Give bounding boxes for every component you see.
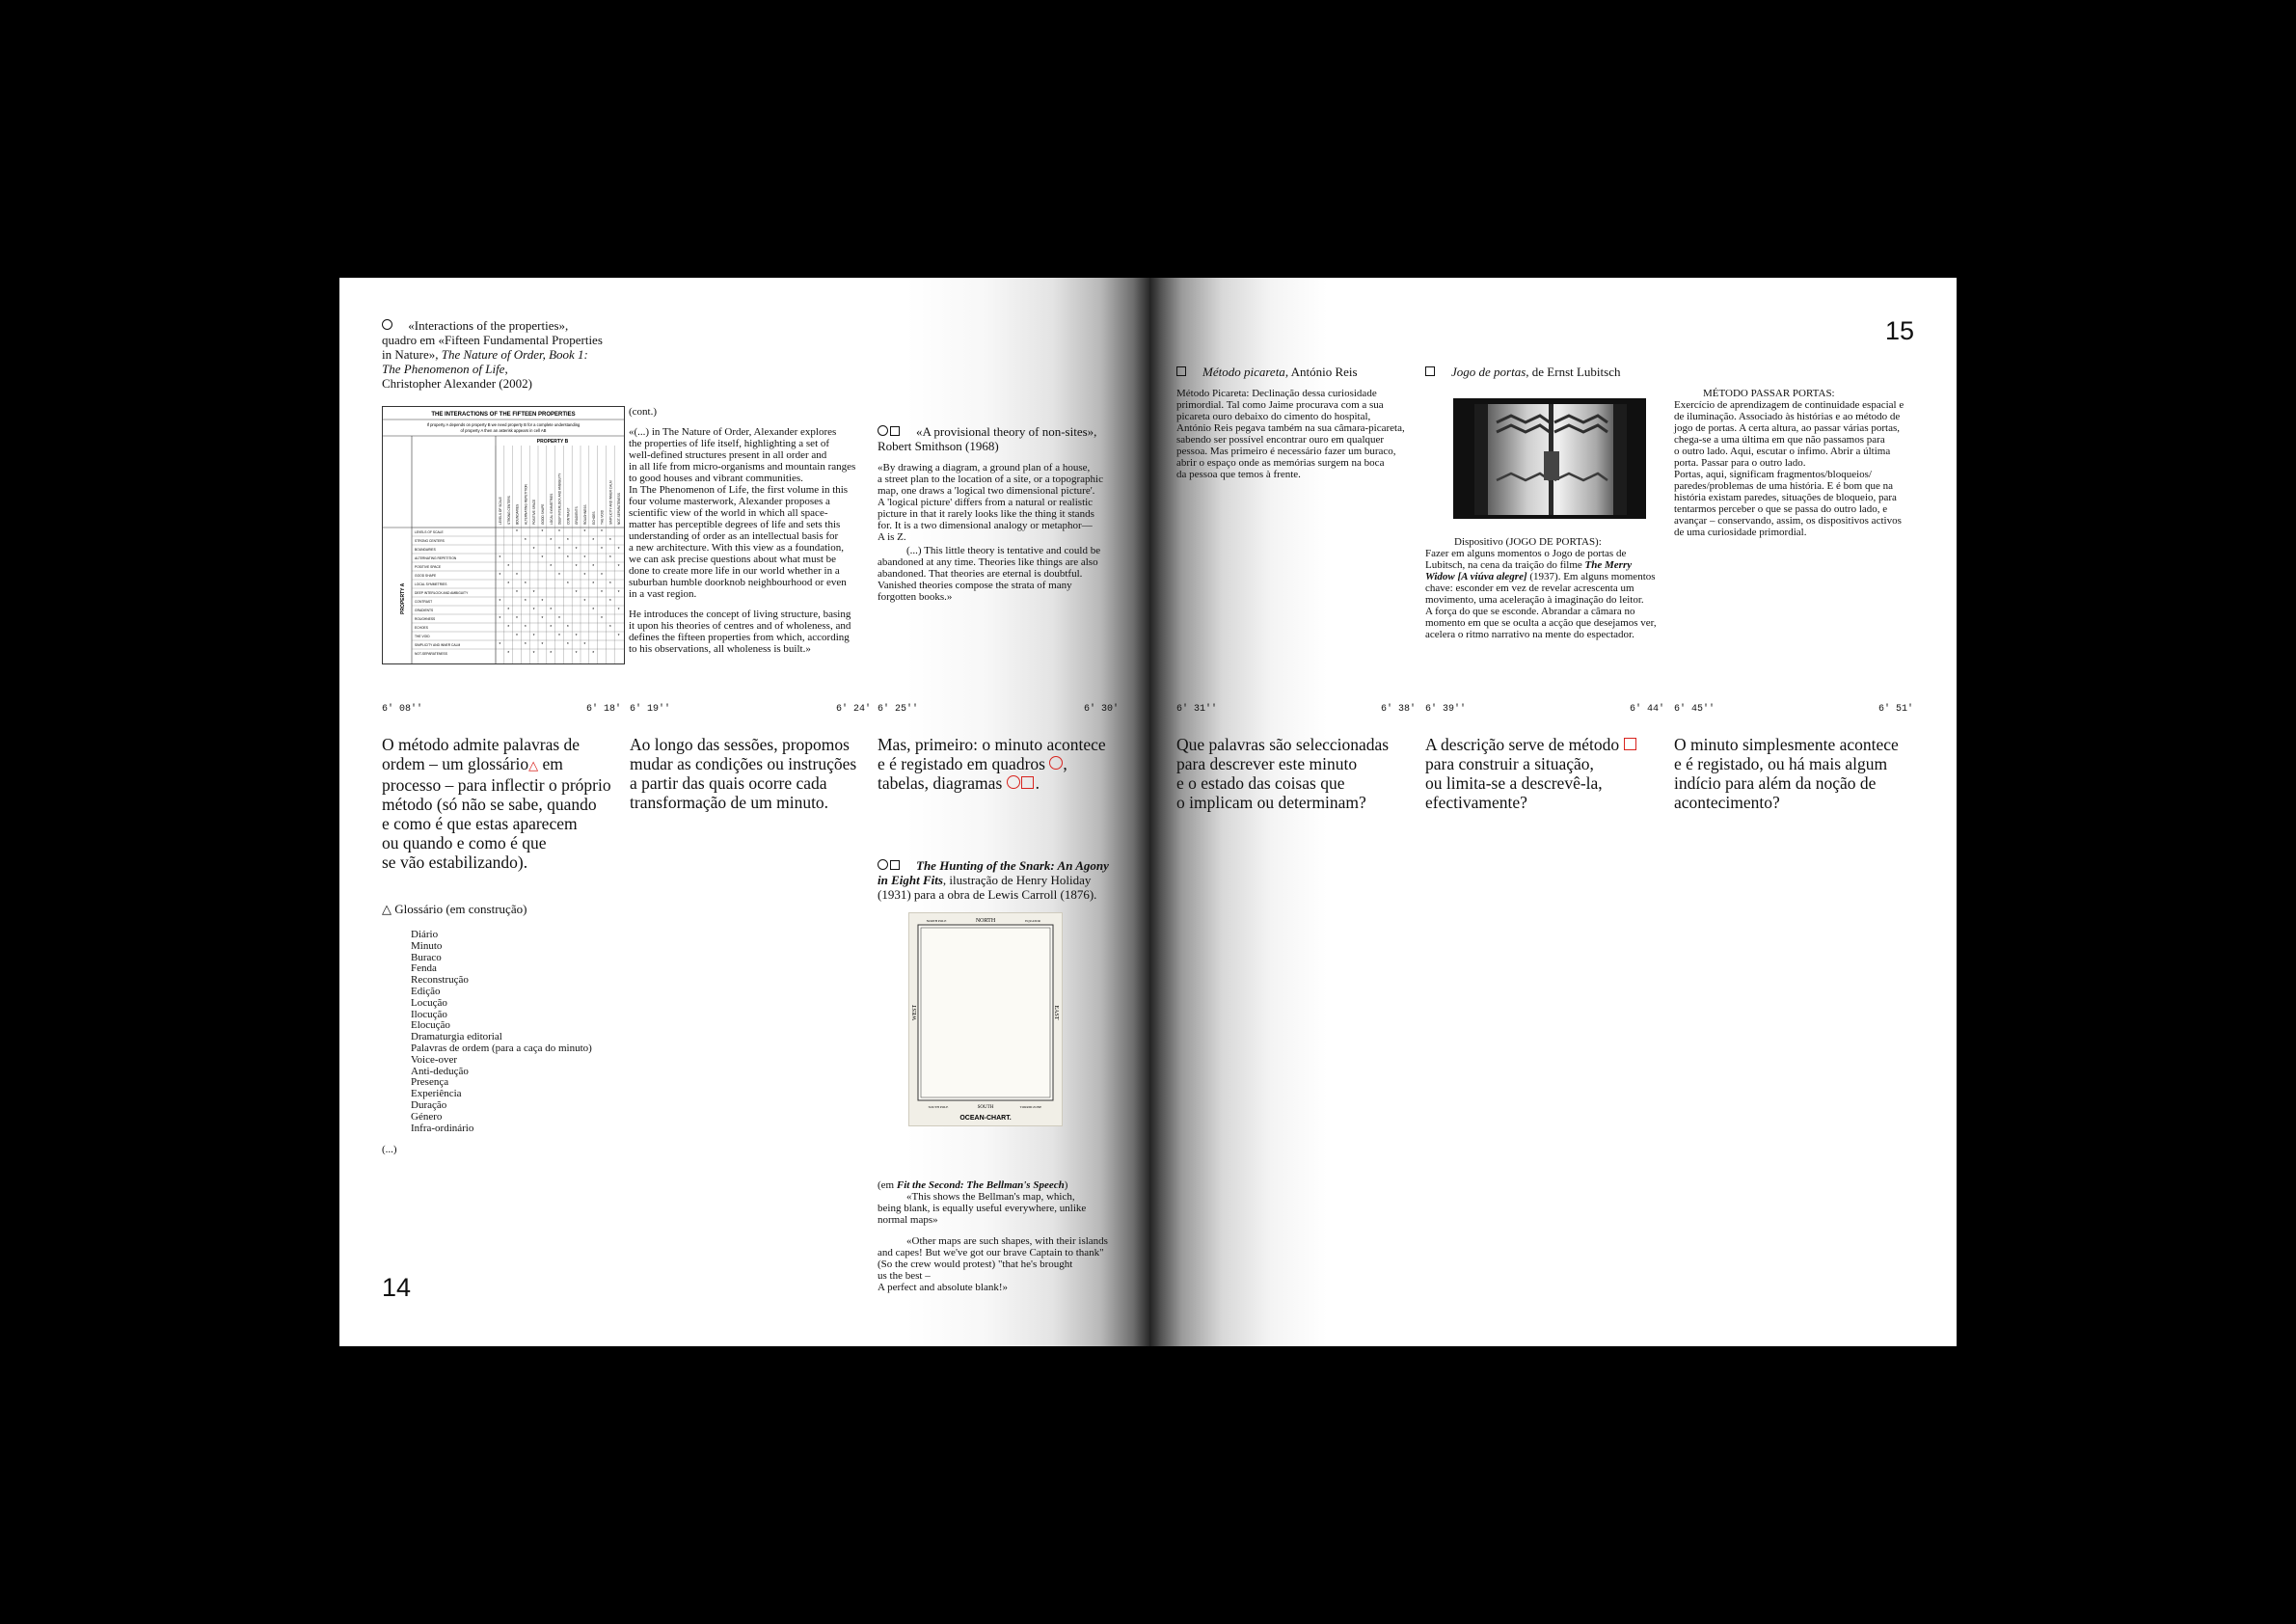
timecode-start: 6' 31'': [1176, 704, 1218, 715]
alexander-quote-p1: «(...) in The Nature of Order, Alexander explores the properties of life itself, highlighting a set of well-defined structures present in all order and in all life from micro-organisms and mountain ranges to good houses and vibrant communities. In The Phenomenon of Life, the first volume in this four volume masterwork, Alexander proposes a scientific view of the world in which all space- matter has perceptible degrees of life and sets this understanding of order as an intellectual basis for a new architecture. With this view as a foundation, we can ask precise questions about what must be done to create more life in our world whether in a suburban humble doorknob neighbourhood or even in a vast region.: [629, 426, 856, 600]
matrix-asterisk: *: [617, 608, 620, 613]
matrix-asterisk: *: [617, 590, 620, 596]
matrix-asterisk: *: [524, 625, 527, 631]
timecode-end: 6' 24': [835, 704, 871, 715]
description-line: A descrição serve de método: [1425, 735, 1620, 754]
matrix-asterisk: *: [499, 616, 501, 622]
matrix-asterisk: *: [601, 529, 603, 535]
matrix-asterisk: *: [583, 529, 586, 535]
matrix-row-label: ALTERNATING REPETITION: [415, 556, 457, 560]
glossary-item: Buraco: [411, 951, 442, 963]
matrix-col-label: STRONG CENTERS: [506, 496, 511, 525]
lubitsch-author: , de Ernst Lubitsch: [1526, 365, 1621, 379]
timecode-end: 6' 38': [1380, 704, 1416, 715]
matrix-col-label: LEVELS OF SCALE: [499, 497, 502, 525]
timecode-end: 6' 18': [585, 704, 621, 715]
matrix-asterisk: *: [583, 642, 586, 648]
smithson-title: «A provisional theory of non-sites»,: [916, 424, 1097, 439]
glossary-item: Presença: [411, 1076, 449, 1089]
matrix-asterisk: *: [516, 634, 518, 639]
matrix-asterisk: *: [550, 538, 553, 544]
matrix-col-label: CONTRAST: [566, 507, 571, 525]
matrix-asterisk: *: [550, 608, 553, 613]
matrix-col-label: NOT-SEPARATENESS: [617, 493, 622, 525]
matrix-row-label: STRONG CENTERS: [415, 539, 445, 543]
matrix-row-label: CONTRAST: [415, 600, 433, 604]
glossary-item: Edição: [411, 985, 441, 997]
matrix-asterisk: *: [507, 582, 510, 587]
map-caption: OCEAN-CHART.: [959, 1115, 1012, 1122]
glossary-item: Anti-dedução: [411, 1065, 469, 1077]
matrix-asterisk: *: [516, 573, 518, 579]
matrix-row-label: DEEP INTERLOCK AND AMBIGUITY: [415, 591, 469, 595]
matrix-property-a: PROPERTY A: [400, 582, 406, 614]
matrix-asterisk: *: [575, 547, 578, 553]
lubitsch-body: [1425, 536, 1666, 640]
snark-title: The Hunting of the Snark: An Agony: [916, 858, 1109, 873]
smithson-quote-p1: «By drawing a diagram, a ground plan of a house, a street plan to the location of a site, or a topographic map, one draws a 'logical two dimensional picture'. A 'logical picture' differs from a natural or realistic picture in that it rarely looks like the thing it stands for. It is a two dimensional analogy or metaphor— A is Z.: [878, 462, 1103, 543]
matrix-asterisk: *: [617, 564, 620, 570]
matrix-asterisk: *: [575, 590, 578, 596]
alexander-quote: [629, 406, 870, 655]
left-page: [339, 278, 1149, 1346]
matrix-row-label: LEVELS OF SCALE: [415, 530, 444, 534]
description-paragraph: [1425, 735, 1671, 812]
reis-author: , António Reis: [1284, 365, 1358, 379]
glossary-title: Glossário (em construção): [394, 902, 527, 916]
timecode-start: 6' 19'': [630, 704, 671, 715]
timecode-left-1: [382, 704, 621, 716]
glossary-item: Infra-ordinário: [411, 1122, 474, 1134]
method-line: ou quando e como é que: [382, 833, 547, 853]
matrix-row-label: THE VOID: [415, 635, 430, 638]
matrix-asterisk: *: [541, 616, 544, 622]
matrix-col-label: SIMPLICITY AND INNER CALM: [608, 480, 613, 525]
glossary-item: Elocução: [411, 1019, 450, 1032]
matrix-asterisk: *: [617, 634, 620, 639]
glossary-item: Locução: [411, 996, 447, 1009]
matrix-asterisk: *: [583, 599, 586, 605]
glossary-item: Ilocução: [411, 1008, 447, 1020]
snark-from: (em: [878, 1179, 897, 1191]
matrix-col-label: ALTERNATING REPETITION: [524, 484, 528, 525]
matrix-asterisk: *: [499, 642, 501, 648]
matrix-asterisk: *: [532, 590, 535, 596]
matrix-col-label: THE VOID: [600, 509, 605, 525]
ocean-chart-svg: [909, 913, 1062, 1125]
matrix-asterisk: *: [499, 573, 501, 579]
sessions-paragraph: Ao longo das sessões, propomos mudar as condições ou instruções a partir das quais ocorre cada transformação de um minuto.: [630, 735, 857, 812]
matrix-asterisk: *: [592, 538, 595, 544]
triangle-icon: △: [528, 758, 539, 772]
properties-matrix-figure: [382, 406, 625, 664]
glossary-item: Minuto: [411, 939, 443, 952]
ocean-chart-image: [908, 912, 1063, 1126]
matrix-asterisk: *: [566, 538, 569, 544]
matrix-asterisk: *: [516, 616, 518, 622]
matrix-asterisk: *: [558, 529, 560, 535]
registration-line: tabelas, diagramas: [878, 773, 1003, 793]
glossary-item: Diário: [411, 929, 439, 940]
matrix-asterisk: *: [566, 555, 569, 561]
matrix-col-label: ROUGHNESS: [583, 504, 587, 525]
map-south: SOUTH: [977, 1105, 994, 1110]
matrix-asterisk: *: [583, 573, 586, 579]
matrix-asterisk: *: [541, 555, 544, 561]
matrix-asterisk: *: [541, 529, 544, 535]
matrix-asterisk: *: [617, 547, 620, 553]
matrix-svg: [383, 407, 624, 663]
matrix-asterisk: *: [524, 599, 527, 605]
registration-line: e é registado em quadros: [878, 754, 1045, 773]
registration-line: Mas, primeiro: o minuto acontece: [878, 735, 1106, 754]
circle-icon: [878, 425, 888, 436]
matrix-asterisk: *: [524, 538, 527, 544]
matrix-asterisk: *: [575, 651, 578, 657]
matrix-col-label: POSITIVE SPACE: [532, 499, 537, 525]
matrix-asterisk: *: [507, 651, 510, 657]
triangle-icon: △: [382, 902, 392, 916]
timecode-end: 6' 44': [1629, 704, 1664, 715]
snark-quotes: [878, 1179, 1128, 1293]
matrix-asterisk: *: [550, 625, 553, 631]
matrix-asterisk: *: [566, 642, 569, 648]
alexander-title: «Interactions of the properties»,: [408, 318, 569, 333]
red-square-icon: [1021, 776, 1034, 789]
film-still-image: [1453, 398, 1646, 519]
matrix-asterisk: *: [499, 555, 501, 561]
red-square-icon: [1624, 738, 1636, 750]
page-number-left: 14: [382, 1273, 412, 1302]
timecode-right-3: [1674, 704, 1913, 716]
matrix-row-label: GOOD SHAPE: [415, 574, 437, 578]
method-line: se vão estabilizando).: [382, 853, 528, 872]
method-line: O método admite palavras de: [382, 735, 581, 754]
matrix-asterisk: *: [592, 651, 595, 657]
matrix-row-label: SIMPLICITY AND INNER CALM: [415, 643, 461, 647]
lubitsch-body-b: (1937). Em alguns momentos chave: esconder em vez de revelar acrescenta um movimento, uma aceleração à imaginação do leitor. A força do que se esconde. Abrandar a câmara no momento em que se oculta a acção que desejamos ver, acelera o ritmo narrativo na mente do espectador.: [1425, 571, 1657, 640]
matrix-asterisk: *: [566, 582, 569, 587]
matrix-col-label: DEEP INTERLOCK AND AMBIGUITY: [557, 473, 562, 525]
matrix-asterisk: *: [608, 599, 611, 605]
matrix-asterisk: *: [592, 582, 595, 587]
method-line: em: [538, 754, 563, 773]
glossary-item: Género: [411, 1110, 443, 1123]
method-line: e como é que estas aparecem: [382, 814, 578, 833]
lubitsch-caption-head: Dispositivo (JOGO DE PORTAS):: [1454, 536, 1602, 548]
description-line: para construir a situação,: [1425, 754, 1594, 773]
snark-quote-1: «This shows the Bellman's map, which, being blank, is equally useful everywhere, unlike normal maps»: [878, 1191, 1087, 1226]
alexander-author: Christopher Alexander (2002): [382, 376, 532, 391]
matrix-col-label: GOOD SHAPE: [541, 503, 545, 525]
right-page: [1149, 278, 1957, 1346]
matrix-asterisk: *: [516, 590, 518, 596]
smithson-block: [878, 424, 1128, 603]
timecode-start: 6' 25'': [878, 704, 919, 715]
reis-title: Método picareta: [1202, 365, 1285, 379]
matrix-asterisk: *: [541, 642, 544, 648]
matrix-asterisk: *: [532, 547, 535, 553]
timecode-left-2: [630, 704, 871, 716]
matrix-col-label: ECHOES: [591, 511, 596, 525]
glossary-ellipsis: (...): [382, 1144, 397, 1156]
method-line: processo – para inflectir o próprio: [382, 775, 611, 795]
registration-paragraph: Mas, primeiro: o minuto acontece e é registado em quadros , tabelas, diagramas .: [878, 735, 1138, 793]
square-icon: [890, 426, 900, 436]
glossary-block: [382, 902, 623, 1155]
lubitsch-title: Jogo de portas: [1451, 365, 1526, 379]
matrix-asterisk: *: [524, 642, 527, 648]
matrix-asterisk: *: [516, 529, 518, 535]
map-west: WEST: [912, 1004, 918, 1021]
page-number-right: 15: [1884, 316, 1914, 345]
glossary-item: Dramaturgia editorial: [411, 1031, 502, 1043]
timecode-end: 6' 30': [1083, 704, 1119, 715]
alexander-line2: quadro em «Fifteen Fundamental Properties: [382, 333, 603, 347]
red-circle-icon: [1049, 756, 1063, 770]
alexander-quote-p2: He introduces the concept of living structure, basing it upon his theories of centres and of wholeness, and defines the fifteen properties from which, according to his observations, all wholeness is built.»: [629, 609, 851, 655]
timecode-start: 6' 08'': [382, 704, 423, 715]
red-circle-icon: [1007, 775, 1020, 789]
matrix-asterisk: *: [524, 582, 527, 587]
matrix-asterisk: *: [532, 651, 535, 657]
matrix-row-label: ECHOES: [415, 626, 428, 630]
alexander-caption: [382, 318, 642, 391]
snark-illustrator: , ilustração de Henry Holiday: [942, 873, 1092, 887]
matrix-asterisk: *: [566, 625, 569, 631]
description-line: ou limita-se a descrevê-la,: [1425, 773, 1603, 793]
matrix-col-label: BOUNDARIES: [515, 503, 520, 525]
glossary-item: Experiência: [411, 1088, 462, 1100]
snark-quote-2: «Other maps are such shapes, with their islands and capes! But we've got our brave Captain to thank" (So the crew would protest) "that he's brought us the best – A perfect and absolute blank!»: [878, 1235, 1108, 1293]
method-line: ordem – um glossário: [382, 754, 529, 773]
matrix-asterisk: *: [608, 625, 611, 631]
matrix-asterisk: *: [507, 564, 510, 570]
matrix-asterisk: *: [575, 634, 578, 639]
matrix-asterisk: *: [608, 538, 611, 544]
matrix-asterisk: *: [558, 573, 560, 579]
square-icon: [890, 860, 900, 870]
map-east: EAST: [1053, 1005, 1059, 1020]
words-paragraph: Que palavras são seleccionadas para descrever este minuto e o estado das coisas que o implicam ou determinam?: [1176, 735, 1390, 812]
cont-label: (cont.): [629, 406, 658, 418]
matrix-asterisk: *: [541, 599, 544, 605]
matrix-asterisk: *: [592, 608, 595, 613]
matrix-asterisk: *: [507, 608, 510, 613]
timecode-left-3: [878, 704, 1119, 716]
glossary-item: Voice-over: [411, 1053, 458, 1066]
matrix-asterisk: *: [558, 634, 560, 639]
square-icon: [1176, 366, 1186, 376]
passar-portas-block: [1674, 388, 1934, 538]
matrix-asterisk: *: [550, 651, 553, 657]
timecode-start: 6' 45'': [1674, 704, 1715, 715]
timecode-right-1: [1176, 704, 1416, 716]
matrix-heading: THE INTERACTIONS OF THE FIFTEEN PROPERTIES: [431, 412, 576, 418]
snark-title-b: in Eight Fits: [878, 873, 943, 887]
matrix-asterisk: *: [601, 573, 603, 579]
matrix-row-label: LOCAL SYMMETRIES: [415, 582, 447, 586]
description-line: efectivamente?: [1425, 793, 1527, 812]
map-north: NORTH: [975, 918, 996, 924]
smithson-author: Robert Smithson (1968): [878, 439, 999, 453]
timecode-end: 6' 51': [1877, 704, 1913, 715]
square-icon: [1425, 366, 1435, 376]
matrix-col-label: GRADIENTS: [575, 506, 580, 525]
reis-body: Método Picareta: Declinação dessa curiosidade primordial. Tal como Jaime procurava com a sua picareta ouro debaixo do cimento do hospital, António Reis pegava também na sua câmara-picareta, sabendo ser possível encontrar ouro em qualquer pessoa. Mas primeiro é necessário fazer um buraco, abrir o espaço onde as memórias surgem na boca da pessoa que temos à frente.: [1176, 388, 1405, 480]
matrix-row-label: POSITIVE SPACE: [415, 565, 442, 569]
matrix-row-label: ROUGHNESS: [415, 617, 436, 621]
matrix-row-label: NOT-SEPARATENESS: [415, 652, 447, 656]
matrix-row-label: BOUNDARIES: [415, 548, 436, 552]
minute-paragraph: O minuto simplesmente acontece e é registado, ou há mais algum indício para além da noção de acontecimento?: [1674, 735, 1899, 812]
snark-from-close: ): [1064, 1179, 1068, 1191]
snark-caption: [878, 858, 1128, 902]
method-paragraph: [382, 735, 633, 872]
matrix-asterisk: *: [558, 547, 560, 553]
lubitsch-film-title: The Merry Widow [A viúva alegre]: [1425, 559, 1633, 582]
matrix-property-b: PROPERTY B: [536, 439, 569, 445]
matrix-row-label: GRADIENTS: [415, 609, 434, 612]
alexander-volume: The Phenomenon of Life: [382, 362, 505, 376]
snark-line3: (1931) para a obra de Lewis Carroll (1876).: [878, 887, 1097, 902]
glossary-item: Reconstrução: [411, 974, 469, 987]
matrix-grid: [383, 436, 624, 663]
matrix-asterisk: *: [532, 634, 535, 639]
matrix-sub1: If property A depends on property B we need property B for a complete understanding: [426, 422, 581, 427]
timecode-right-2: [1425, 704, 1664, 716]
film-still-svg: [1453, 398, 1646, 519]
matrix-asterisk: *: [583, 555, 586, 561]
circle-icon: [878, 859, 888, 870]
matrix-asterisk: *: [558, 616, 560, 622]
matrix-asterisk: *: [601, 616, 603, 622]
matrix-asterisk: *: [608, 555, 611, 561]
map-north-pole: NORTH POLE: [926, 919, 947, 923]
matrix-asterisk: *: [601, 547, 603, 553]
smithson-quote-p2: (...) This little theory is tentative and could be abandoned at any time. Theories like things are also abandoned. That theories are eternal is doubtful. Vanished theories compose the strata of many forgotten books.»: [878, 545, 1101, 603]
matrix-asterisk: *: [532, 608, 535, 613]
timecode-start: 6' 39'': [1425, 704, 1467, 715]
alexander-book: The Nature of Order, Book 1:: [441, 347, 588, 362]
matrix-asterisk: *: [550, 564, 553, 570]
map-torrid-zone: TORRID ZONE: [1019, 1105, 1042, 1109]
glossary-item: Palavras de ordem (para a caça do minuto): [411, 1042, 592, 1054]
matrix-asterisk: *: [499, 599, 501, 605]
circle-icon: [382, 319, 392, 330]
snark-fit: Fit the Second: The Bellman's Speech: [896, 1179, 1065, 1191]
lubitsch-body-a: Fazer em alguns momentos o Jogo de portas de Lubitsch, na cena da traição do filme: [1425, 548, 1627, 571]
lubitsch-title-line: [1425, 365, 1657, 379]
matrix-asterisk: *: [601, 590, 603, 596]
matrix-col-label: LOCAL SYMMETRIES: [549, 493, 554, 525]
matrix-asterisk: *: [608, 582, 611, 587]
glossary-item: Fenda: [411, 962, 437, 975]
map-south-pole: SOUTH POLE: [928, 1105, 949, 1109]
alexander-line3a: in Nature»,: [382, 347, 442, 362]
passar-body: Exercício de aprendizagem de continuidade espacial e de iluminação. Associado às histórias e ao método de jogo de portas. A certa altura, ao passar várias portas, chega-se a uma última em que não passamos para o outro lado. Aqui, escutar o ínfimo. Abrir a última porta. Passar para o outro lado. Portas, aqui, significam fragmentos/bloqueios/ paredes/problemas de uma história. E é bom que na história existam paredes, situações de bloqueio, para tentarmos perceber o que se passa do outro lado, e avançar – conservando, assim, os dispositivos activos de uma curiosidade primordial.: [1674, 399, 1904, 538]
matrix-sub2: of property A then an asterisk appears in cell AB: [460, 428, 547, 433]
glossary-list: [411, 930, 623, 1134]
map-equator: EQUATOR: [1025, 919, 1040, 923]
glossary-item: Duração: [411, 1098, 447, 1111]
alexander-comma: ,: [504, 362, 508, 376]
passar-heading: MÉTODO PASSAR PORTAS:: [1703, 388, 1835, 399]
matrix-asterisk: *: [507, 625, 510, 631]
method-line: método (só não se sabe, quando: [382, 795, 597, 814]
matrix-asterisk: *: [592, 564, 595, 570]
matrix-asterisk: *: [575, 564, 578, 570]
reis-block: [1176, 365, 1416, 480]
